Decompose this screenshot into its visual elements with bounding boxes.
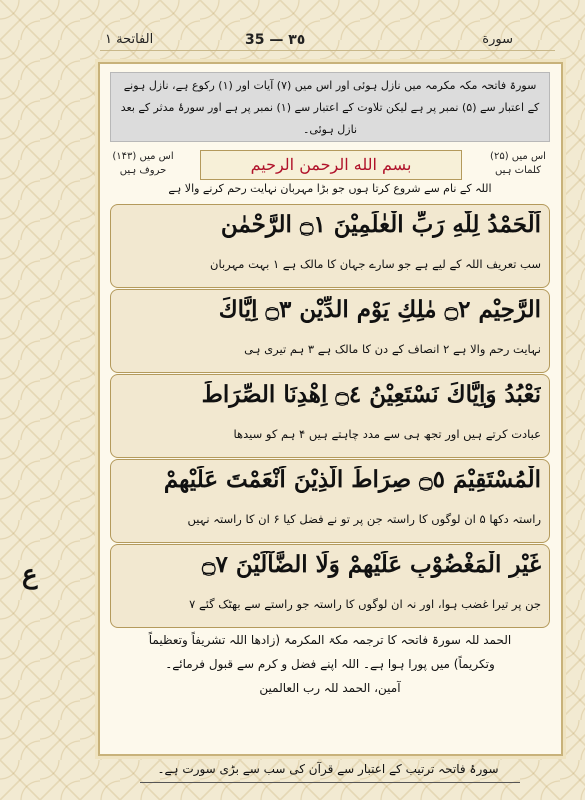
ruku-mark: ع — [22, 560, 38, 590]
verse-block — [110, 459, 550, 543]
word-count-line1: اس میں (۲۵) — [490, 151, 546, 162]
word-count — [483, 150, 553, 178]
verse-arabic: نَعْبُدُ وَاِيَّاكَ نَسْتَعِيْنُ ۝٤ اِهْدِنَا الصِّرَاطَ — [201, 381, 541, 408]
verse-arabic: الرَّحِيْمِ ۝٢ مٰلِكِ يَوْمِ الدِّيْنِ ۝٣ اِيَّاكَ — [218, 296, 541, 323]
section-label: سورة — [482, 32, 513, 47]
verse-block — [110, 204, 550, 288]
bismillah: بسم الله الرحمن الرحیم — [200, 150, 462, 180]
verse-translation: سب تعریف اللہ کے لیے ہے جو سارے جہان کا مالک ہے ۱ بہت مہربان — [210, 257, 541, 271]
letter-count — [108, 150, 178, 178]
page-number: 35 — ٣٥ — [245, 32, 306, 48]
intro-box — [110, 72, 550, 142]
letter-count-line1: اس میں (۱۴۳) — [112, 151, 174, 162]
verse-arabic: غَيْرِ الْمَغْضُوْبِ عَلَيْهِمْ وَلَا الضَّآلِّيْنَ ۝٧ — [201, 551, 541, 578]
verse-arabic: اَلْحَمْدُ لِلّٰهِ رَبِّ الْعٰلَمِيْنَ ۝١ الرَّحْمٰنِ — [220, 211, 541, 238]
letter-count-line2: حروف ہیں — [119, 165, 167, 176]
closing-note — [110, 628, 550, 700]
verse-translation: راستہ دکھا ۵ ان لوگوں کا راستہ جن پر تو نے فضل کیا ۶ ان کا راستہ نہیں — [187, 512, 541, 526]
bismillah-translation: اللہ کے نام سے شروع کرتا ہوں جو بڑا مہربان نہایت رحم کرنے والا ہے — [168, 182, 492, 195]
verse-block — [110, 374, 550, 458]
closing-line3: آمین، الحمد للہ رب العالمین — [259, 681, 401, 695]
verse-block — [110, 289, 550, 373]
header-divider — [100, 50, 555, 51]
surah-panel — [98, 62, 563, 756]
surah-name-header: الفاتحة ١ — [105, 32, 154, 47]
verse-translation: نہایت رحم والا ہے ۲ انصاف کے دن کا مالک ہے ۳ ہم تیری ہی — [244, 342, 541, 356]
verse-block — [110, 544, 550, 628]
verse-arabic: الْمُسْتَقِيْمَ ۝٥ صِرَاطَ الَّذِيْنَ اَنْعَمْتَ عَلَيْهِمْ — [163, 466, 541, 493]
verse-translation: جن پر تیرا غضب ہوا، اور نہ ان لوگوں کا راستہ جو راستے سے بھٹک گئے ۷ — [189, 597, 541, 611]
footer-note: سورۂ فاتحہ ترتیب کے اعتبار سے قرآن کی سب سے بڑی سورت ہے۔ — [157, 762, 499, 776]
closing-line1: الحمد للہ سورۃ فاتحہ کا ترجمہ مکۃ المکرمۃ (زادھا اللہ تشریفاً وتعظیماً — [148, 633, 512, 647]
footer-divider — [140, 782, 520, 783]
word-count-line2: کلمات ہیں — [495, 165, 541, 176]
closing-line2: وتکریماً) میں پورا ہوا ہے۔ اللہ اپنے فضل و کرم سے قبول فرمائے۔ — [165, 657, 495, 671]
verse-translation: عبادت کرتے ہیں اور تجھ ہی سے مدد چاہتے ہیں ۴ ہم کو سیدھا — [233, 427, 541, 441]
intro-text: سورۃ فاتحہ مکہ مکرمہ میں نازل ہوئی اور اس میں (۷) آیات اور (۱) رکوع ہے، نازل ہونے کے اعتبار سے (۵) نمبر پر ہے لیکن تلاوت کے اعتبار سے (۱) نمبر پر ہے اور سورۂ مدثر کے بعد نازل ہوئی۔ — [120, 79, 540, 136]
